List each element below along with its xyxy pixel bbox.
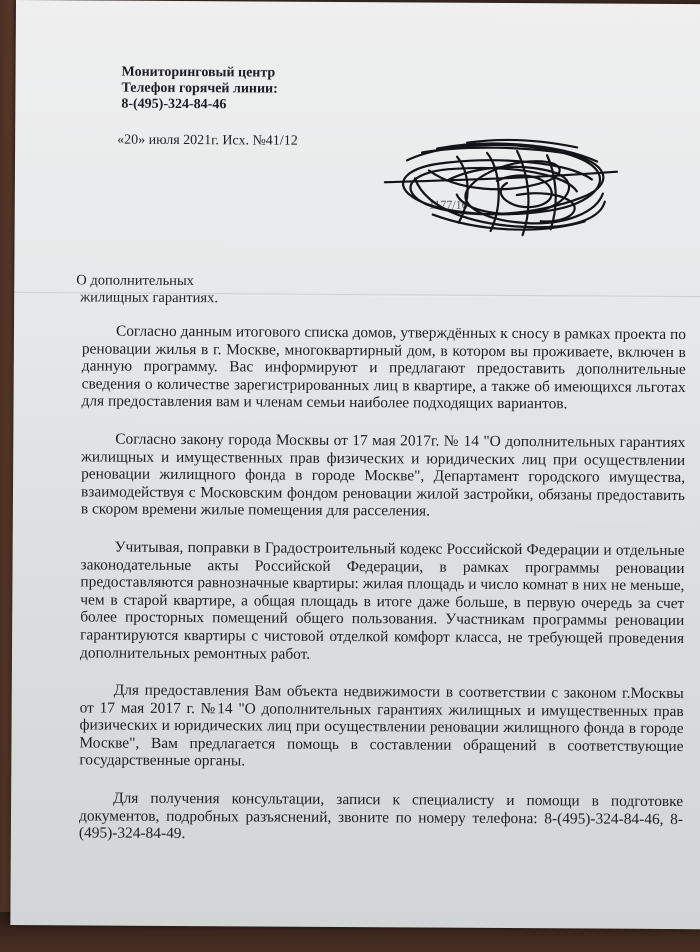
paragraph-assistance-offer: Для предоставления Вам объекта недвижимости в соответствии с законом г.Москвы от 17 мая 2017 г. №14 "О дополнительных гарантиях жилищных и имущественных прав физических и юридических лиц при осуществлении реновации жилищного фонда в городе Москве", Вам предлагается помощь в составлении обращений в соответствующие государственные органы. <box>79 681 684 770</box>
letter-body <box>79 322 686 846</box>
sender-block <box>121 65 278 114</box>
paragraph-moscow-law: Согласно закону города Москвы от 17 мая 2017г. № 14 "О дополнительных гарантиях жилищных и имущественных прав физических и юридических лиц при осуществлении реновации жилищного фонда в городе Москве", Департамент городского имущества, взаимодействуя с Московским фондом реновации жилой застройки, обязаны предоставить в скором времени жилые помещения для расселения. <box>80 430 686 520</box>
date-reference: «20» июля 2021г. Исх. №41/12 <box>117 132 298 149</box>
subject-line <box>76 272 218 307</box>
subject-line-1: О дополнительных <box>76 272 195 290</box>
redaction-scribble <box>367 130 628 242</box>
subject-line-2: жилищных гарантиях. <box>80 289 219 307</box>
sender-name: Мониторинговый центр <box>121 64 276 81</box>
hotline-phone: 8-(495)-324-84-46 <box>121 96 227 113</box>
paragraph-contact-info: Для получения консультации, записи к специалисту и помощи в подготовке документов, подробных разъяснений, звоните по номеру телефона: 8-(495)-324-84-46, 8-(495)-324-84-49. <box>78 789 684 843</box>
hotline-label: Телефон горячей линии: <box>121 80 278 97</box>
paragraph-renovation-list: Согласно данным итогового списка домов, утверждённых к сносу в рамках проекта по реновации жилья в г. Москве, многоквартирный дом, в котором вы проживаете, включен в данную программу. Вас информируют и предлагают предоставить дополнительные сведения о количестве зарегистрированных лиц в квартире, а также об имеющихся льготах для предоставления вам и членам семьи наиболее подходящих вариантов. <box>81 322 687 413</box>
redacted-text: 1177/16 <box>428 197 468 212</box>
paragraph-equivalent-apartments: Учитывая, поправки в Градостроительный кодекс Российской Федерации и отдельные законодательные акты Российской Федерации, в рамках программы реновации предоставляются равнозначные квартиры: жилая площадь и число комнат в них не меньше, чем в старой квартире, а общая площадь в итоге даже больше, в первую очередь за счет более просторных помещений общего пользования. Участникам программы реновации гарантируются квартиры с чистовой отделкой комфорт класса, не требующей проведения дополнительных ремонтных работ. <box>79 538 685 663</box>
letter-sheet <box>10 0 700 929</box>
